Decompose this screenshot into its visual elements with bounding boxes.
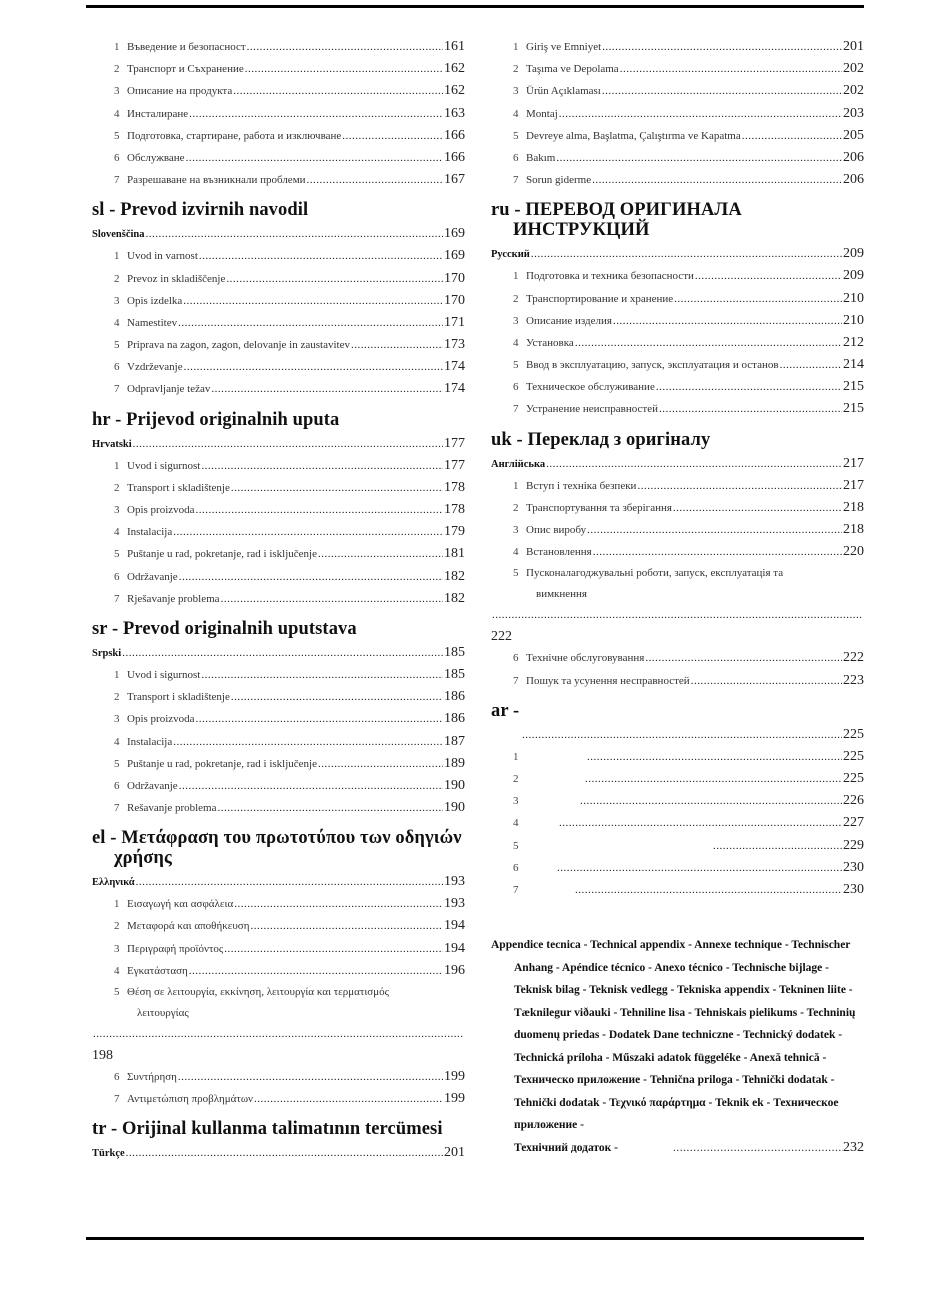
- leader-dots: [351, 334, 443, 356]
- leader-dots: [146, 223, 443, 245]
- toc-section-appendix: [491, 934, 864, 1159]
- toc-entry[interactable]: 5 Priprava na zagon, zagon, delovanje in zaustavitev ..... 173: [92, 334, 465, 356]
- toc-entry[interactable]: 1 Uvod i sigurnost ..... 177: [92, 455, 465, 477]
- toc-language-entry[interactable]: Srpski ..... 185: [92, 642, 465, 664]
- toc-entry[interactable]: 7 Пошук та усунення несправностей ..... 223: [491, 670, 864, 692]
- toc-entry[interactable]: 1 Εισαγωγή και ασφάλεια ..... 193: [92, 893, 465, 915]
- leader-dots: [245, 58, 443, 80]
- toc-entry[interactable]: 2 Транспорт и Съхранение ..... 162: [92, 58, 465, 80]
- toc-entry[interactable]: 2 Μεταφορά και αποθήκευση ..... 194: [92, 915, 465, 937]
- leader-dots: [231, 477, 443, 499]
- toc-section-tr-items: [491, 36, 864, 191]
- leader-dots: [695, 265, 842, 287]
- section-heading[interactable]: tr - Orijinal kullanma talimatının tercümesi: [92, 1119, 443, 1140]
- section-heading[interactable]: ar -: [491, 700, 520, 721]
- leader-dots: [133, 433, 443, 455]
- leader-dots: [587, 746, 842, 768]
- toc-entry[interactable]: 6 Технічне обслуговування ..... 222: [491, 647, 864, 669]
- toc-entry[interactable]: 3 Ürün Açıklaması ..... 202: [491, 80, 864, 102]
- leader-dots: [585, 768, 842, 790]
- leader-dots: [201, 455, 443, 477]
- leader-dots: [93, 1024, 464, 1045]
- section-heading[interactable]: sl - Prevod izvirnih navodil: [92, 200, 309, 221]
- leader-dots: [342, 125, 443, 147]
- toc-entry[interactable]: 1 Подготовка и техника безопасности ..... 209: [491, 265, 864, 287]
- leader-dots: [173, 521, 443, 543]
- toc-language-entry[interactable]: ..... 225: [491, 724, 864, 746]
- toc-language-entry[interactable]: Ελληνικά ..... 193: [92, 871, 465, 893]
- leader-dots: [199, 245, 443, 267]
- leader-dots: [234, 893, 443, 915]
- toc-entry[interactable]: 6 ..... 230: [491, 857, 864, 879]
- section-heading[interactable]: hr - Prijevod originalnih uputa: [92, 409, 340, 430]
- leader-dots: [184, 356, 443, 378]
- top-rule: [86, 5, 864, 8]
- leader-dots: [674, 288, 842, 310]
- toc-entry[interactable]: 7 Αντιμετώπιση προβλημάτων ..... 199: [92, 1088, 465, 1110]
- toc-entry[interactable]: 7 Rešavanje problema ..... 190: [92, 797, 465, 819]
- leader-dots: [522, 724, 842, 746]
- toc-entry[interactable]: 1 Giriş ve Emniyet ..... 201: [491, 36, 864, 58]
- leader-dots: [178, 312, 443, 334]
- leader-dots: [613, 310, 842, 332]
- leader-dots: [318, 753, 443, 775]
- toc-entry[interactable]: 7 ..... 230: [491, 879, 864, 901]
- toc-entry[interactable]: 3 ..... 226: [491, 790, 864, 812]
- toc-entry[interactable]: 3 Περιγραφή προϊόντος ..... 194: [92, 938, 465, 960]
- toc-entry[interactable]: 3 Опис виробу ..... 218: [491, 519, 864, 541]
- leader-dots: [659, 398, 842, 420]
- leader-dots: [218, 797, 444, 819]
- toc-entry[interactable]: 3 Opis proizvoda ..... 178: [92, 499, 465, 521]
- toc-entry[interactable]: 4 Instalacija ..... 179: [92, 521, 465, 543]
- toc-section-bg: [92, 36, 465, 191]
- toc-entry[interactable]: 6 Συντήρηση ..... 199: [92, 1066, 465, 1088]
- leader-dots: [189, 103, 443, 125]
- leader-dots: [173, 731, 443, 753]
- toc-entry[interactable]: 7 Odpravljanje težav ..... 174: [92, 378, 465, 400]
- toc-entry[interactable]: 4 Instalacija ..... 187: [92, 731, 465, 753]
- toc-entry[interactable]: 7 Rješavanje problema ..... 182: [92, 588, 465, 610]
- leader-dots: [531, 243, 842, 265]
- section-heading[interactable]: ru - ПЕРЕВОД ОРИГИНАЛА ИНСТРУКЦИЙ: [491, 200, 742, 241]
- bottom-rule: [86, 1237, 864, 1240]
- toc-entry[interactable]: 1 Въведение и безопасност ..... 161: [92, 36, 465, 58]
- toc-language-entry[interactable]: Русский ..... 209: [491, 243, 864, 265]
- toc-entry[interactable]: 4 Инсталиране ..... 163: [92, 103, 465, 125]
- toc-entry[interactable]: 2 Транспортування та зберігання ..... 218: [491, 497, 864, 519]
- leader-dots: [224, 938, 443, 960]
- toc-section-el: [92, 828, 465, 1110]
- leader-dots: [189, 960, 443, 982]
- toc-entry[interactable]: 1 ..... 225: [491, 746, 864, 768]
- leader-dots: [126, 1142, 443, 1164]
- leader-dots: [713, 835, 842, 857]
- toc-entry[interactable]: 5 Θέση σε λειτουργία, εκκίνηση, λειτουργία και τερματισμός λειτουργίας ..... 198: [92, 982, 465, 1066]
- leader-dots: [179, 775, 443, 797]
- section-heading[interactable]: el - Μετάφραση του πρωτοτύπου των οδηγιών χρήσης: [92, 828, 462, 869]
- toc-entry[interactable]: 1 Вступ і техніка безпеки ..... 217: [491, 475, 864, 497]
- appendix-heading[interactable]: Appendice tecnica - Technical appendix - Annexe technique - Technischer Anhang - Apéndice técnico - Anexo técnico - Technische bijlage - Teknisk bilag - Teknisk vedlegg - Tekniska appendix - Tekninen liite - Tæknilegur viðauki - Tehniline lisa - Tehniskais pielikums - Techninių duomenų priedas - Dodatek Dane techniczne - Technický dodatek - Technická príloha - Műszaki adatok függeléke - Anexă tehnică - Техническо приложение - Tehnična priloga - Tehnički dodatak - Tehnički dodatak - Τεχνικό παράρτημα - Teknik ek - Техническое приложение -: [491, 939, 856, 1132]
- toc-section-hr: [92, 410, 465, 610]
- toc-entry[interactable]: 2 Transport i skladištenje ..... 186: [92, 686, 465, 708]
- toc-language-entry[interactable]: Türkçe ..... 201: [92, 1142, 465, 1164]
- toc-section-uk: [491, 430, 864, 692]
- leader-dots: [656, 376, 842, 398]
- toc-entry[interactable]: 4 ..... 227: [491, 812, 864, 834]
- leader-dots: [231, 686, 443, 708]
- leader-dots: [556, 147, 842, 169]
- toc-entry[interactable]: 1 Uvod in varnost ..... 169: [92, 245, 465, 267]
- toc-entry[interactable]: 2 Prevoz in skladiščenje ..... 170: [92, 268, 465, 290]
- toc-section-ar: [491, 701, 864, 901]
- leader-dots: [247, 36, 443, 58]
- section-heading[interactable]: uk - Переклад з оригіналу: [491, 429, 711, 450]
- leader-dots: [559, 812, 842, 834]
- leader-dots: [186, 147, 443, 169]
- leader-dots: [226, 268, 443, 290]
- toc-section-sr: [92, 619, 465, 819]
- leader-dots: [673, 1137, 843, 1160]
- leader-dots: [211, 378, 443, 400]
- toc-entry[interactable]: 6 Održavanje ..... 182: [92, 566, 465, 588]
- toc-entry[interactable]: 4 Установка ..... 212: [491, 332, 864, 354]
- appendix-last-line[interactable]: Технічний додаток - ..... 232: [491, 1137, 864, 1160]
- toc-entry[interactable]: 3 Opis proizvoda ..... 186: [92, 708, 465, 730]
- leader-dots: [546, 453, 842, 475]
- leader-dots: [122, 642, 443, 664]
- toc-entry[interactable]: 3 Описание на продукта ..... 162: [92, 80, 465, 102]
- toc-entry[interactable]: 4 Εγκατάσταση ..... 196: [92, 960, 465, 982]
- leader-dots: [196, 708, 443, 730]
- toc-entry[interactable]: 6 Техническое обслуживание ..... 215: [491, 376, 864, 398]
- toc-entry[interactable]: 3 Описание изделия ..... 210: [491, 310, 864, 332]
- leader-dots: [673, 497, 842, 519]
- leader-dots: [559, 103, 842, 125]
- toc-entry[interactable]: 7 Разрешаване на възникнали проблеми ..... 167: [92, 169, 465, 191]
- toc-entry[interactable]: 7 Sorun giderme ..... 206: [491, 169, 864, 191]
- leader-dots: [742, 125, 842, 147]
- toc-entry[interactable]: 5 Devreye alma, Başlatma, Çalıştırma ve Kapatma ..... 205: [491, 125, 864, 147]
- leader-dots: [780, 354, 842, 376]
- toc-entry[interactable]: 4 Montaj ..... 203: [491, 103, 864, 125]
- toc-entry[interactable]: 2 Taşıma ve Depolama ..... 202: [491, 58, 864, 80]
- leader-dots: [183, 290, 443, 312]
- leader-dots: [593, 541, 842, 563]
- section-heading[interactable]: sr - Prevod originalnih uputstava: [92, 618, 357, 639]
- toc-section-sl: [92, 200, 465, 400]
- toc-entry[interactable]: 5 Ввод в эксплуатацию, запуск, эксплуатация и останов ..... 214: [491, 354, 864, 376]
- toc-entry[interactable]: 7 Устранение неисправностей ..... 215: [491, 398, 864, 420]
- toc-entry[interactable]: 3 Opis izdelka ..... 170: [92, 290, 465, 312]
- toc-entry[interactable]: 2 Transport i skladištenje ..... 178: [92, 477, 465, 499]
- toc-section-tr: [92, 1119, 465, 1164]
- toc-entry[interactable]: 5 Puštanje u rad, pokretanje, rad i isključenje ..... 181: [92, 543, 465, 565]
- leader-dots: [620, 58, 842, 80]
- leader-dots: [318, 543, 443, 565]
- toc-entry[interactable]: 2 Транспортирование и хранение ..... 210: [491, 288, 864, 310]
- leader-dots: [602, 80, 842, 102]
- leader-dots: [307, 169, 443, 191]
- toc-entry[interactable]: 1 Uvod i sigurnost ..... 185: [92, 664, 465, 686]
- leader-dots: [602, 36, 842, 58]
- leader-dots: [179, 566, 443, 588]
- leader-dots: [592, 169, 842, 191]
- leader-dots: [557, 857, 842, 879]
- toc-entry[interactable]: 6 Обслужване ..... 166: [92, 147, 465, 169]
- leader-dots: [492, 605, 863, 626]
- leader-dots: [221, 588, 443, 610]
- leader-dots: [587, 519, 842, 541]
- toc-entry[interactable]: 5 Puštanje u rad, pokretanje, rad i isključenje ..... 189: [92, 753, 465, 775]
- leader-dots: [178, 1066, 443, 1088]
- toc-entry[interactable]: 5 Пусконалагоджувальні роботи, запуск, експлуатація та вимкнення ..... 222: [491, 563, 864, 647]
- toc-entry[interactable]: 6 Održavanje ..... 190: [92, 775, 465, 797]
- leader-dots: [575, 879, 842, 901]
- toc-entry[interactable]: 4 Namestitev ..... 171: [92, 312, 465, 334]
- toc-entry[interactable]: 2 ..... 225: [491, 768, 864, 790]
- leader-dots: [637, 475, 842, 497]
- leader-dots: [254, 1088, 443, 1110]
- toc-entry[interactable]: 6 Vzdrževanje ..... 174: [92, 356, 465, 378]
- leader-dots: [691, 670, 842, 692]
- toc-language-entry[interactable]: Hrvatski ..... 177: [92, 433, 465, 455]
- leader-dots: [233, 80, 443, 102]
- toc-left-column: [92, 36, 465, 1164]
- toc-entry[interactable]: 6 Bakım ..... 206: [491, 147, 864, 169]
- toc-right-column: [491, 36, 864, 1159]
- toc-entry[interactable]: 5 ..... 229: [491, 835, 864, 857]
- leader-dots: [575, 332, 842, 354]
- toc-entry[interactable]: 4 Встановлення ..... 220: [491, 541, 864, 563]
- toc-section-ru: [491, 200, 864, 420]
- toc-entry[interactable]: 5 Подготовка, стартиране, работа и изключване ..... 166: [92, 125, 465, 147]
- leader-dots: [250, 915, 443, 937]
- leader-dots: [645, 647, 842, 669]
- leader-dots: [580, 790, 842, 812]
- toc-language-entry[interactable]: Англійська ..... 217: [491, 453, 864, 475]
- leader-dots: [201, 664, 443, 686]
- toc-language-entry[interactable]: Slovenščina ..... 169: [92, 223, 465, 245]
- leader-dots: [136, 871, 443, 893]
- leader-dots: [196, 499, 443, 521]
